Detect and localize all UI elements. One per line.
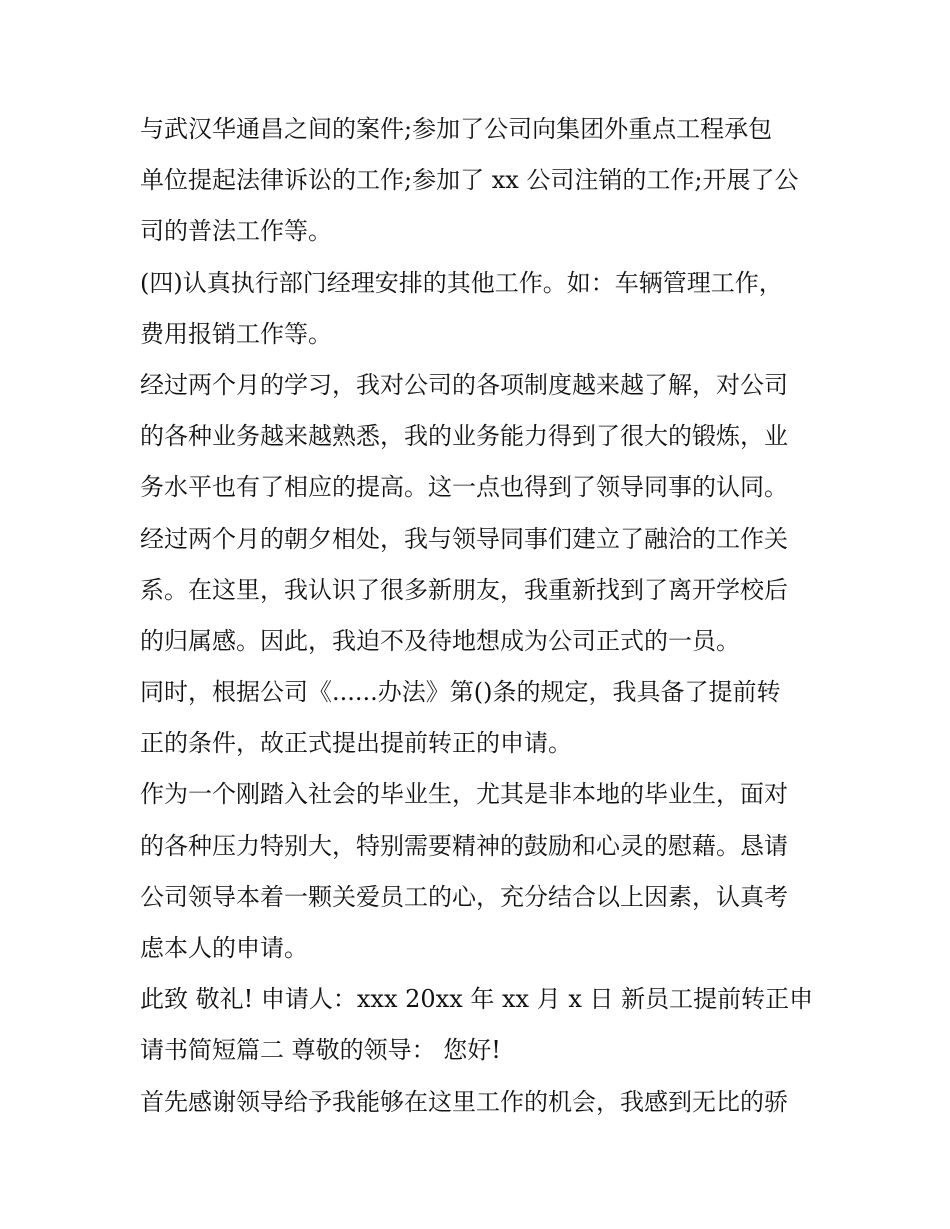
text-line: 的各种业务越来越熟悉，我的业务能力得到了很大的锻炼，业 — [140, 422, 788, 451]
text-line: 请书简短篇二 尊敬的领导： 您好! — [140, 1036, 501, 1065]
text-line: 正的条件，故正式提出提前转正的申请。 — [140, 729, 572, 758]
text-line: 同时，根据公司《......办法》第()条的规定，我具备了提前转 — [140, 678, 781, 707]
text-line: 司的普法工作等。 — [140, 217, 332, 246]
text-line: 公司领导本着一颗关爱员工的心，充分结合以上因素，认真考 — [140, 882, 788, 911]
text-line: 虑本人的申请。 — [140, 934, 308, 962]
text-line: 此致 敬礼! 申请人：xxx 20xx 年 xx 月 x 日 新员工提前转正申 — [140, 985, 814, 1014]
text-line: 的归属感。因此，我迫不及待地想成为公司正式的一员。 — [140, 626, 740, 655]
text-line: 务水平也有了相应的提高。这一点也得到了领导同事的认同。 — [140, 473, 788, 502]
text-line: 费用报销工作等。 — [140, 319, 332, 348]
text-line: 首先感谢领导给予我能够在这里工作的机会，我感到无比的骄 — [140, 1087, 788, 1116]
text-line: 的各种压力特别大，特别需要精神的鼓励和心灵的慰藉。恳请 — [140, 831, 788, 860]
document-body — [140, 104, 840, 1128]
text-line: 作为一个刚踏入社会的毕业生，尤其是非本地的毕业生，面对 — [140, 780, 788, 809]
text-line: 系。在这里，我认识了很多新朋友，我重新找到了离开学校后 — [140, 575, 788, 604]
text-line: 与武汉华通昌之间的案件;参加了公司向集团外重点工程承包 — [140, 115, 773, 143]
text-line: 经过两个月的学习，我对公司的各项制度越来越了解，对公司 — [140, 370, 788, 399]
text-line: 单位提起法律诉讼的工作;参加了 xx 公司注销的工作;开展了公 — [140, 166, 799, 195]
text-line: 经过两个月的朝夕相处，我与领导同事们建立了融洽的工作关 — [140, 524, 788, 553]
text-line: (四)认真执行部门经理安排的其他工作。如：车辆管理工作， — [140, 268, 783, 297]
